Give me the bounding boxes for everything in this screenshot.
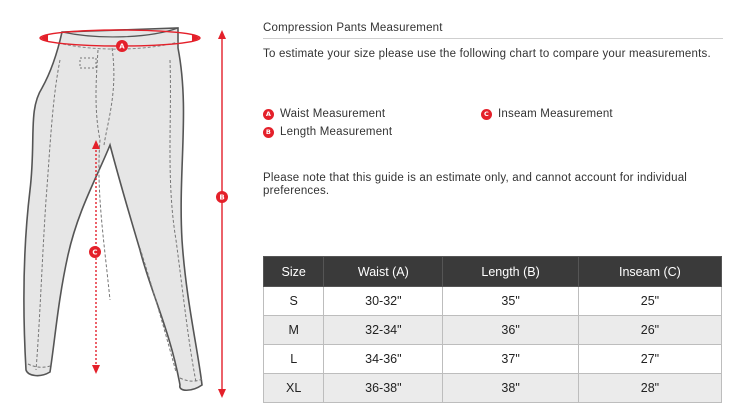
table-row (264, 287, 722, 316)
table-row (264, 345, 722, 374)
cell-inseam: 25" (578, 287, 721, 316)
cell-size: L (264, 345, 324, 374)
legend-item-waist (263, 108, 385, 120)
cell-length: 35" (443, 287, 578, 316)
header-inseam: Inseam (C) (578, 257, 721, 287)
cell-length: 37" (443, 345, 578, 374)
legend-item-length (263, 126, 392, 138)
header-waist: Waist (A) (324, 257, 443, 287)
cell-inseam: 26" (578, 316, 721, 345)
cell-size: XL (264, 374, 324, 403)
table-row (264, 374, 722, 403)
cell-size: M (264, 316, 324, 345)
header-size: Size (264, 257, 324, 287)
svg-text:A: A (119, 42, 125, 51)
page-title: Compression Pants Measurement (263, 22, 723, 39)
info-panel (263, 22, 723, 197)
pants-illustration (0, 0, 250, 411)
cell-size: S (264, 287, 324, 316)
pants-shape (24, 28, 202, 390)
legend-label-waist: Waist Measurement (280, 108, 386, 120)
header-length: Length (B) (443, 257, 578, 287)
badge-c-icon: C (481, 109, 492, 120)
cell-waist: 34-36" (324, 345, 443, 374)
legend-label-length: Length Measurement (280, 126, 393, 138)
table-row (264, 316, 722, 345)
measurement-legend (263, 108, 723, 148)
cell-inseam: 27" (578, 345, 721, 374)
intro-text: To estimate your size please use the following chart to compare your measurements. (263, 48, 711, 60)
cell-length: 38" (443, 374, 578, 403)
legend-item-inseam (481, 108, 613, 120)
table-header-row (264, 257, 722, 287)
badge-b-icon: B (263, 127, 274, 138)
svg-text:C: C (92, 248, 98, 257)
cell-waist: 36-38" (324, 374, 443, 403)
cell-inseam: 28" (578, 374, 721, 403)
cell-length: 36" (443, 316, 578, 345)
legend-label-inseam: Inseam Measurement (498, 108, 613, 120)
disclaimer-note: Please note that this guide is an estimate only, and cannot account for individual preferences. (263, 172, 688, 197)
cell-waist: 32-34" (324, 316, 443, 345)
svg-text:B: B (219, 193, 225, 202)
cell-waist: 30-32" (324, 287, 443, 316)
size-chart-table (263, 256, 722, 403)
length-arrow-icon (216, 30, 228, 398)
badge-a-icon: A (263, 109, 274, 120)
